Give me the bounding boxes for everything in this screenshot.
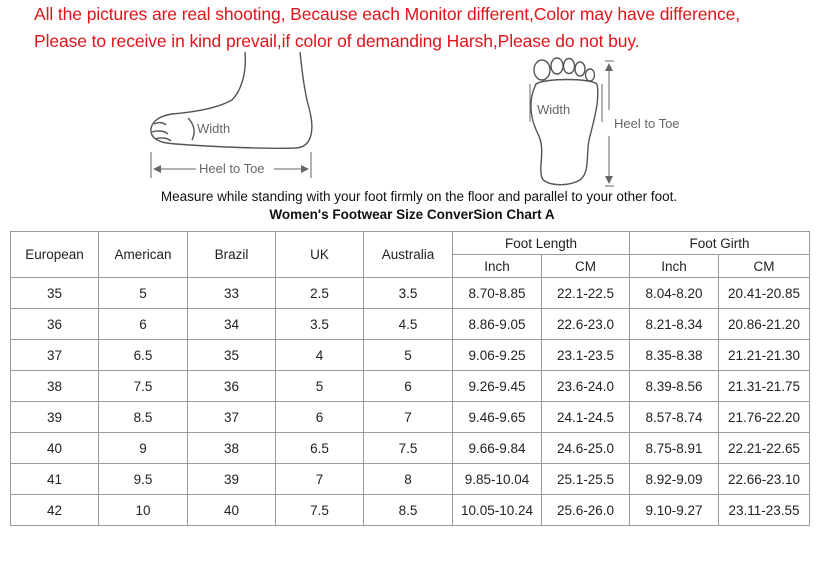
cell-uk: 3.5 [276,309,364,340]
cell-girth-inch: 8.75-8.91 [630,433,719,464]
cell-girth-cm: 21.76-22.20 [719,402,810,433]
cell-girth-inch: 8.39-8.56 [630,371,719,402]
cell-american: 9 [99,433,188,464]
cell-girth-inch: 8.92-9.09 [630,464,719,495]
cell-girth-inch: 8.04-8.20 [630,278,719,309]
cell-length-cm: 23.6-24.0 [542,371,630,402]
side-width-label: Width [197,121,231,136]
table-row [11,309,810,340]
chart-title: Women's Footwear Size ConverSion Chart A [269,207,555,222]
cell-length-inch: 9.26-9.45 [453,371,542,402]
cell-brazil: 40 [188,495,276,526]
sole-length-label: Heel to Toe [614,116,680,131]
header-girth-inch: Inch [630,255,719,278]
cell-european: 42 [11,495,99,526]
cell-girth-cm: 20.41-20.85 [719,278,810,309]
cell-brazil: 38 [188,433,276,464]
cell-length-inch: 9.06-9.25 [453,340,542,371]
header-girth-cm: CM [719,255,810,278]
header-australia: Australia [364,232,453,278]
cell-girth-cm: 21.21-21.30 [719,340,810,371]
cell-american: 10 [99,495,188,526]
table-row [11,402,810,433]
cell-length-inch: 10.05-10.24 [453,495,542,526]
cell-american: 6.5 [99,340,188,371]
cell-brazil: 37 [188,402,276,433]
header-foot-girth: Foot Girth [630,232,810,255]
table-row [11,278,810,309]
notice-line-2: Please to receive in kind prevail,if color of demanding Harsh,Please do not buy. [34,31,640,51]
cell-european: 36 [11,309,99,340]
cell-european: 38 [11,371,99,402]
header-length-inch: Inch [453,255,542,278]
cell-brazil: 35 [188,340,276,371]
cell-girth-inch: 8.57-8.74 [630,402,719,433]
cell-european: 41 [11,464,99,495]
cell-length-cm: 25.1-25.5 [542,464,630,495]
cell-girth-inch: 8.21-8.34 [630,309,719,340]
table-row [11,371,810,402]
cell-uk: 6 [276,402,364,433]
cell-australia: 8 [364,464,453,495]
cell-american: 5 [99,278,188,309]
cell-length-inch: 8.86-9.05 [453,309,542,340]
cell-american: 7.5 [99,371,188,402]
cell-uk: 7.5 [276,495,364,526]
cell-brazil: 34 [188,309,276,340]
sole-width-label: Width [537,102,571,117]
cell-length-inch: 8.70-8.85 [453,278,542,309]
cell-length-cm: 22.1-22.5 [542,278,630,309]
cell-uk: 4 [276,340,364,371]
header-length-cm: CM [542,255,630,278]
table-row [11,433,810,464]
table-row [11,495,810,526]
cell-brazil: 33 [188,278,276,309]
header-foot-length: Foot Length [453,232,630,255]
size-table-body [11,278,810,526]
cell-length-cm: 23.1-23.5 [542,340,630,371]
cell-uk: 6.5 [276,433,364,464]
cell-length-inch: 9.46-9.65 [453,402,542,433]
cell-american: 6 [99,309,188,340]
cell-girth-cm: 21.31-21.75 [719,371,810,402]
cell-australia: 6 [364,371,453,402]
cell-girth-cm: 20.86-21.20 [719,309,810,340]
side-foot-icon [151,52,312,148]
cell-european: 40 [11,433,99,464]
cell-european: 39 [11,402,99,433]
cell-girth-cm: 22.21-22.65 [719,433,810,464]
measure-instruction: Measure while standing with your foot firmly on the floor and parallel to your other foot. [160,189,678,204]
cell-length-cm: 24.6-25.0 [542,433,630,464]
cell-australia: 7.5 [364,433,453,464]
cell-length-cm: 22.6-23.0 [542,309,630,340]
cell-brazil: 39 [188,464,276,495]
cell-australia: 3.5 [364,278,453,309]
sole-length-arrow [605,61,614,186]
header-american: American [99,232,188,278]
cell-length-inch: 9.85-10.04 [453,464,542,495]
cell-australia: 7 [364,402,453,433]
cell-american: 9.5 [99,464,188,495]
cell-european: 35 [11,278,99,309]
notice-line-1: All the pictures are real shooting, Because each Monitor different,Color may have difference, [34,4,741,24]
cell-uk: 7 [276,464,364,495]
cell-girth-inch: 8.35-8.38 [630,340,719,371]
cell-australia: 4.5 [364,309,453,340]
table-row [11,464,810,495]
table-row [11,340,810,371]
header-european: European [11,232,99,278]
cell-girth-inch: 9.10-9.27 [630,495,719,526]
cell-uk: 5 [276,371,364,402]
size-conversion-table [10,231,810,526]
sole-foot-icon [531,58,598,185]
cell-girth-cm: 23.11-23.55 [719,495,810,526]
foot-measurement-illustration [0,50,818,200]
header-brazil: Brazil [188,232,276,278]
cell-american: 8.5 [99,402,188,433]
cell-length-cm: 24.1-24.5 [542,402,630,433]
cell-length-cm: 25.6-26.0 [542,495,630,526]
cell-girth-cm: 22.66-23.10 [719,464,810,495]
header-uk: UK [276,232,364,278]
cell-length-inch: 9.66-9.84 [453,433,542,464]
cell-european: 37 [11,340,99,371]
cell-brazil: 36 [188,371,276,402]
cell-australia: 5 [364,340,453,371]
cell-australia: 8.5 [364,495,453,526]
cell-uk: 2.5 [276,278,364,309]
side-length-label: Heel to Toe [199,161,265,176]
